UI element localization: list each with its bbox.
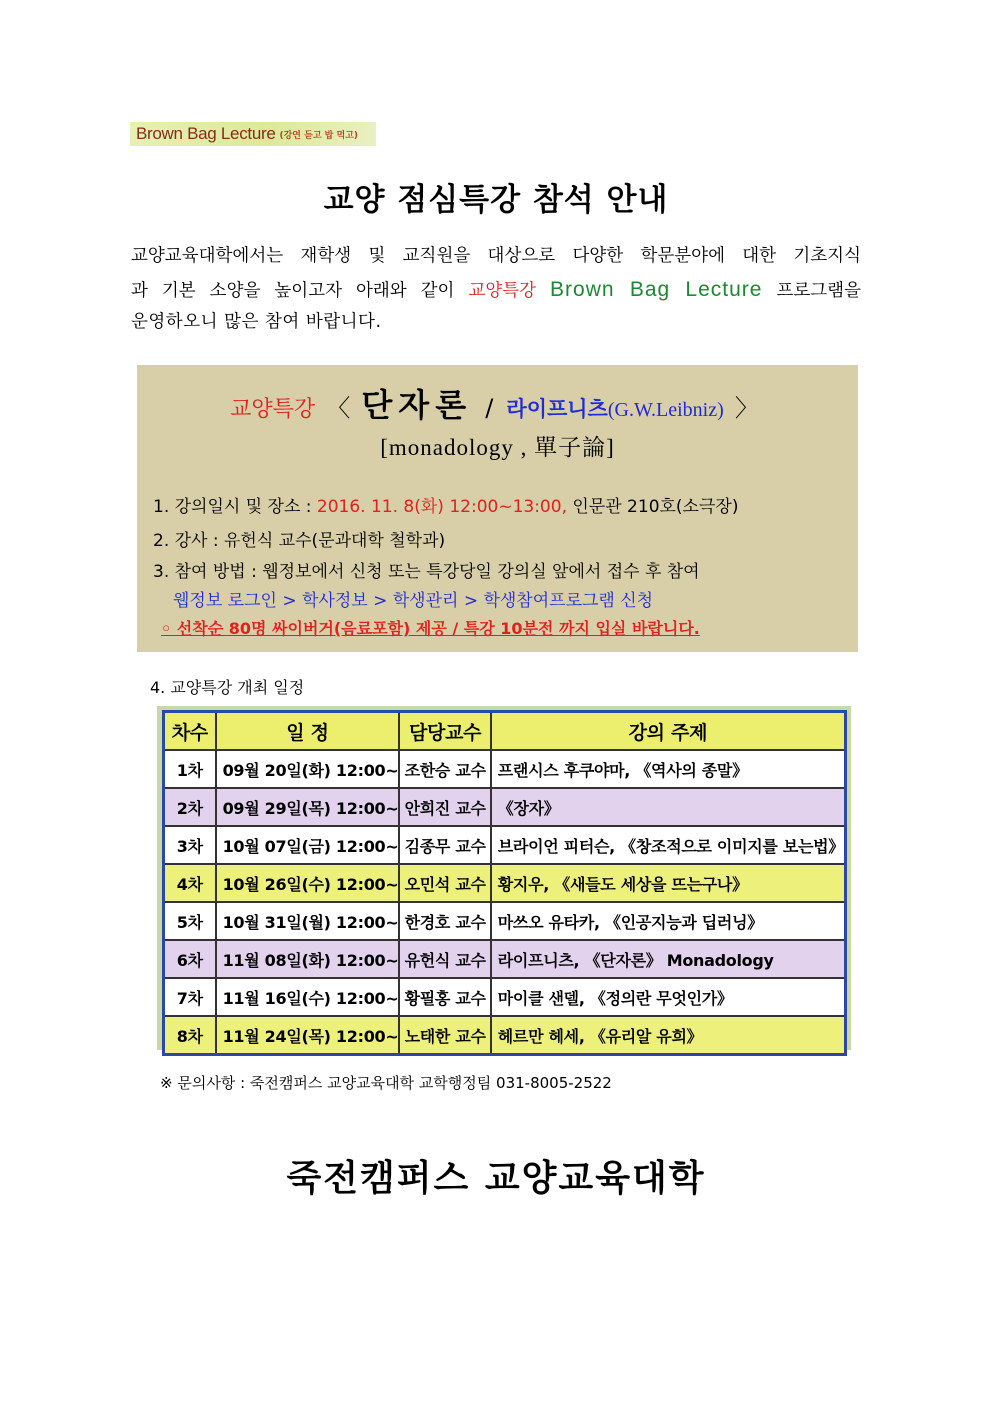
open-angle: 〈	[326, 394, 351, 422]
cell-no: 8차	[164, 1016, 216, 1055]
cell-no: 4차	[164, 864, 216, 902]
cell-topic: 《장자》	[491, 788, 846, 826]
table-row	[164, 864, 846, 902]
cell-no: 2차	[164, 788, 216, 826]
cell-topic: 프랜시스 후쿠야마, 《역사의 종말》	[491, 750, 846, 788]
lecture-subtitle: [monadology , 單子論]	[380, 435, 615, 460]
cell-prof: 노태한 교수	[399, 1016, 490, 1055]
cell-prof: 유헌식 교수	[399, 940, 490, 978]
cell-no: 6차	[164, 940, 216, 978]
cell-no: 7차	[164, 978, 216, 1016]
intro-line-1: 교양교육대학에서는 재학생 및 교직원을 대상으로 다양한 학문분야에 대한 기초지식	[131, 246, 861, 266]
intro-paragraph	[131, 240, 861, 339]
lecture-info-box	[137, 365, 858, 652]
footer-organization: 죽전캠퍼스 교양교육대학	[286, 1158, 706, 1199]
table-row	[164, 940, 846, 978]
cell-no: 5차	[164, 902, 216, 940]
header-topic: 강의 주제	[491, 712, 846, 751]
lecture-person: 라이프니츠	[506, 397, 608, 421]
info-item-speaker: 2. 강사 : 유헌식 교수(문과대학 철학과)	[153, 531, 446, 551]
info-notice: ◦ 선착순 80명 싸이버거(음료포함) 제공 / 특강 10분전 까지 입실 바랍니다.	[161, 619, 700, 638]
cell-topic: 헤르만 헤세, 《유리알 유희》	[491, 1016, 846, 1055]
table-row	[164, 1016, 846, 1055]
info-item-date	[153, 492, 738, 517]
info-date-red: 2016. 11. 8(화) 12:00~13:00,	[316, 497, 567, 517]
table-row	[164, 978, 846, 1016]
lecture-person-en: (G.W.Leibniz)	[607, 399, 724, 421]
cell-date: 11월 24일(목) 12:00~	[216, 1016, 400, 1055]
intro-text: 프로그램을	[762, 281, 861, 301]
brown-bag-banner	[130, 122, 376, 146]
page-title: 교양 점심특강 참석 안내	[323, 182, 669, 218]
cell-topic: 브라이언 피터슨, 《창조적으로 이미지를 보는법》	[491, 826, 846, 864]
lecture-title: 단자론	[361, 386, 473, 424]
cell-date: 10월 31일(월) 12:00~	[216, 902, 400, 940]
schedule-heading: 4. 교양특강 개최 일정	[150, 678, 305, 697]
cell-no: 3차	[164, 826, 216, 864]
header-no: 차수	[164, 712, 216, 751]
lecture-slash: /	[485, 394, 494, 422]
cell-topic: 라이프니츠, 《단자론》 Monadology	[491, 940, 846, 978]
cell-prof: 조한승 교수	[399, 750, 490, 788]
intro-highlight-red: 교양특강	[468, 281, 537, 301]
info-venue: 인문관 210호(소극장)	[566, 497, 739, 517]
schedule-table-frame	[157, 706, 851, 1050]
schedule-table	[162, 710, 847, 1056]
cell-prof: 황필홍 교수	[399, 978, 490, 1016]
cell-date: 11월 16일(수) 12:00~	[216, 978, 400, 1016]
table-row	[164, 750, 846, 788]
cell-no: 1차	[164, 750, 216, 788]
cell-prof: 오민석 교수	[399, 864, 490, 902]
cell-prof: 김종무 교수	[399, 826, 490, 864]
info-label: 1. 강의일시 및 장소 :	[153, 497, 317, 517]
lecture-title-line	[137, 380, 858, 426]
table-row	[164, 788, 846, 826]
header-date: 일 정	[216, 712, 400, 751]
table-row	[164, 902, 846, 940]
banner-subtitle: (강연 듣고 밥 먹고)	[279, 130, 358, 141]
cell-topic: 황지우, 《새들도 세상을 뜨는구나》	[491, 864, 846, 902]
cell-date: 09월 20일(화) 12:00~	[216, 750, 400, 788]
cell-prof: 한경호 교수	[399, 902, 490, 940]
cell-topic: 마쓰오 유타카, 《인공지능과 딥러닝》	[491, 902, 846, 940]
intro-line-2	[131, 273, 861, 306]
close-angle: 〉	[734, 394, 759, 422]
info-item-path: 웹정보 로그인 > 학사정보 > 학생관리 > 학생참여프로그램 신청	[173, 591, 654, 611]
table-header-row	[164, 712, 846, 751]
contact-info: ※ 문의사항 : 죽전캠퍼스 교양교육대학 교학행정팀 031-8005-2522	[160, 1074, 612, 1092]
table-row	[164, 826, 846, 864]
header-prof: 담당교수	[399, 712, 490, 751]
intro-text: 과 기본 소양을 높이고자 아래와 같이	[131, 281, 469, 301]
banner-title: Brown Bag Lecture	[136, 124, 276, 143]
cell-date: 10월 07일(금) 12:00~	[216, 826, 400, 864]
cell-date: 10월 26일(수) 12:00~	[216, 864, 400, 902]
cell-date: 11월 08일(화) 12:00~	[216, 940, 400, 978]
info-item-method: 3. 참여 방법 : 웹정보에서 신청 또는 특강당일 강의실 앞에서 접수 후 참여	[153, 562, 700, 582]
cell-topic: 마이클 샌델, 《정의란 무엇인가》	[491, 978, 846, 1016]
cell-date: 09월 29일(목) 12:00~	[216, 788, 400, 826]
cell-prof: 안희진 교수	[399, 788, 490, 826]
intro-highlight-green: Brown Bag Lecture	[550, 278, 763, 301]
intro-line-3: 운영하오니 많은 참여 바랍니다.	[131, 312, 382, 332]
lecture-prefix: 교양특강	[230, 397, 316, 422]
